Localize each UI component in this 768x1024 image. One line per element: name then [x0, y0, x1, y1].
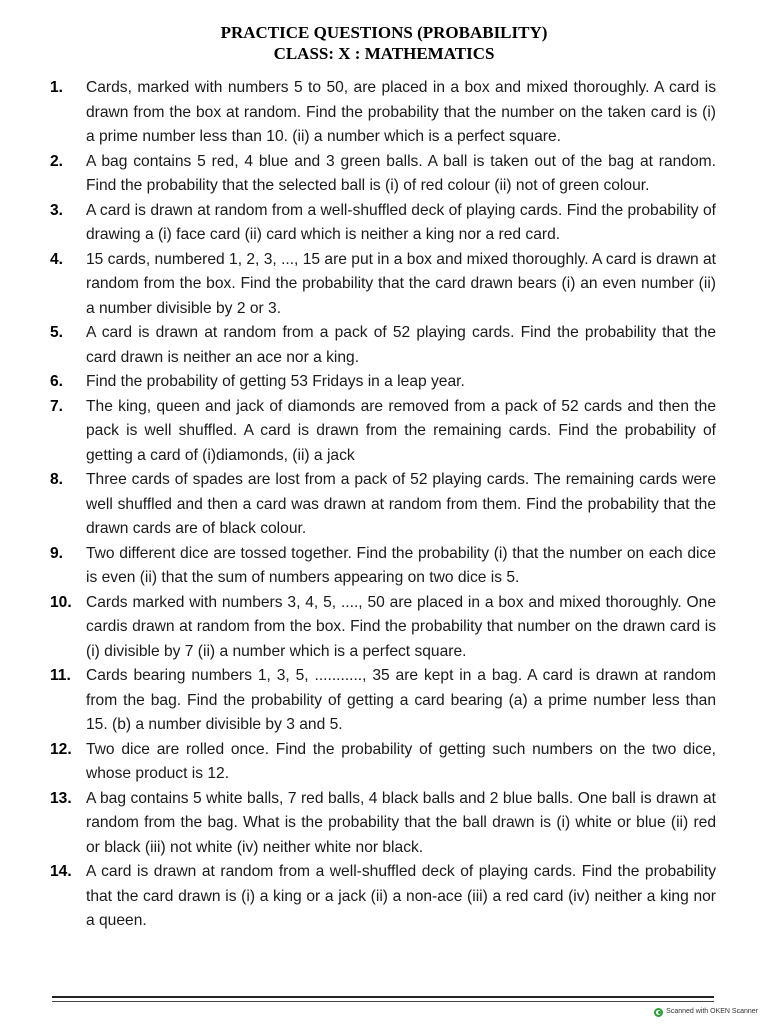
question-item — [40, 738, 716, 787]
question-item — [40, 321, 716, 370]
question-text: 15 cards, numbered 1, 2, 3, ..., 15 are put in a box and mixed thoroughly. A card is drawn at random from the box. Find the probability that the card drawn bears (i) an even number (ii) a number divisible by 2 or 3. — [86, 250, 716, 317]
question-item — [40, 468, 716, 542]
question-item — [40, 150, 716, 199]
question-number: 10. — [50, 593, 72, 611]
question-item — [40, 664, 716, 738]
question-number: 7. — [50, 397, 64, 415]
question-item — [40, 542, 716, 591]
question-number: 3. — [50, 201, 64, 219]
oken-scanner-logo-icon — [654, 1008, 663, 1017]
question-text: A card is drawn at random from a pack of 52 playing cards. Find the probability that the card drawn is neither an ace nor a king. — [86, 324, 716, 366]
question-number: 12. — [50, 740, 72, 758]
question-text: A card is drawn at random from a well-shuffled deck of playing cards. Find the probability that the card drawn is (i) a king or a jack (ii) a non-ace (iii) a red card (iv) neither a king nor a queen. — [86, 863, 716, 929]
question-number: 9. — [50, 544, 64, 562]
question-item — [40, 787, 716, 861]
footer-rule-thick — [52, 996, 714, 998]
question-text: Two different dice are tossed together. Find the probability (i) that the number on each dice is even (ii) that the sum of numbers appearing on two dice is 5. — [86, 544, 716, 586]
scanner-watermark — [654, 1007, 758, 1018]
footer-rule-thin — [52, 1001, 714, 1002]
document-header — [0, 22, 768, 64]
question-text: The king, queen and jack of diamonds are removed from a pack of 52 cards and then the pack is well shuffled. A card is drawn from the remaining cards. Find the probability of getting a card of (i)diamonds, (ii) a jack — [86, 397, 716, 464]
question-number: 14. — [50, 863, 72, 880]
question-number: 2. — [50, 152, 64, 170]
question-number: 11. — [50, 667, 71, 684]
question-item — [40, 860, 716, 934]
scanner-label: Scanned with OKEN Scanner — [666, 1008, 758, 1015]
question-item — [40, 76, 716, 150]
question-text: A bag contains 5 red, 4 blue and 3 green balls. A ball is taken out of the bag at random. Find the probability that the selected ball is (i) of red colour (ii) not of green colour. — [86, 152, 716, 194]
question-item — [40, 370, 716, 395]
question-list — [40, 76, 716, 934]
question-number: 8. — [50, 471, 64, 488]
question-text: Three cards of spades are lost from a pack of 52 playing cards. The remaining cards were well shuffled and then a card was drawn at random from them. Find the probability that the drawn cards are of black colour. — [86, 471, 716, 537]
question-number: 13. — [50, 789, 72, 807]
question-number: 4. — [50, 250, 64, 268]
question-number: 1. — [50, 79, 64, 96]
question-text: Two dice are rolled once. Find the probability of getting such numbers on the two dice, whose product is 12. — [86, 740, 716, 782]
question-text: Cards bearing numbers 1, 3, 5, ..........., 35 are kept in a bag. A card is drawn at random from the bag. Find the probability of getting a card bearing (a) a prime number less than 15. (b) a number divisible by 3 and 5. — [86, 667, 716, 733]
question-text: A bag contains 5 white balls, 7 red balls, 4 black balls and 2 blue balls. One ball is drawn at random from the bag. What is the probability that the ball drawn is (i) white or blue (ii) red or black (iii) not white (iv) neither white nor black. — [86, 789, 716, 856]
question-item — [40, 248, 716, 322]
document-subtitle: CLASS: X : MATHEMATICS — [273, 44, 495, 63]
question-text: Cards, marked with numbers 5 to 50, are placed in a box and mixed thoroughly. A card is drawn from the box at random. Find the probability that the number on the taken card is (i) a prime number less than 10. (ii) a number which is a perfect square. — [86, 79, 716, 145]
question-text: A card is drawn at random from a well-shuffled deck of playing cards. Find the probability of drawing a (i) face card (ii) card which is neither a king nor a red card. — [86, 201, 716, 243]
question-text: Find the probability of getting 53 Fridays in a leap year. — [86, 373, 465, 390]
question-item — [40, 395, 716, 469]
question-item — [40, 591, 716, 665]
question-number: 6. — [50, 373, 64, 390]
question-item — [40, 199, 716, 248]
question-text: Cards marked with numbers 3, 4, 5, ...., 50 are placed in a box and mixed thoroughly. One cardis drawn at random from the box. Find the probability that number on the drawn card is (i) divisible by 7 (ii) a number which is a perfect square. — [86, 593, 716, 660]
question-number: 5. — [50, 324, 64, 341]
document-title: PRACTICE QUESTIONS (PROBABILITY) — [220, 23, 548, 42]
